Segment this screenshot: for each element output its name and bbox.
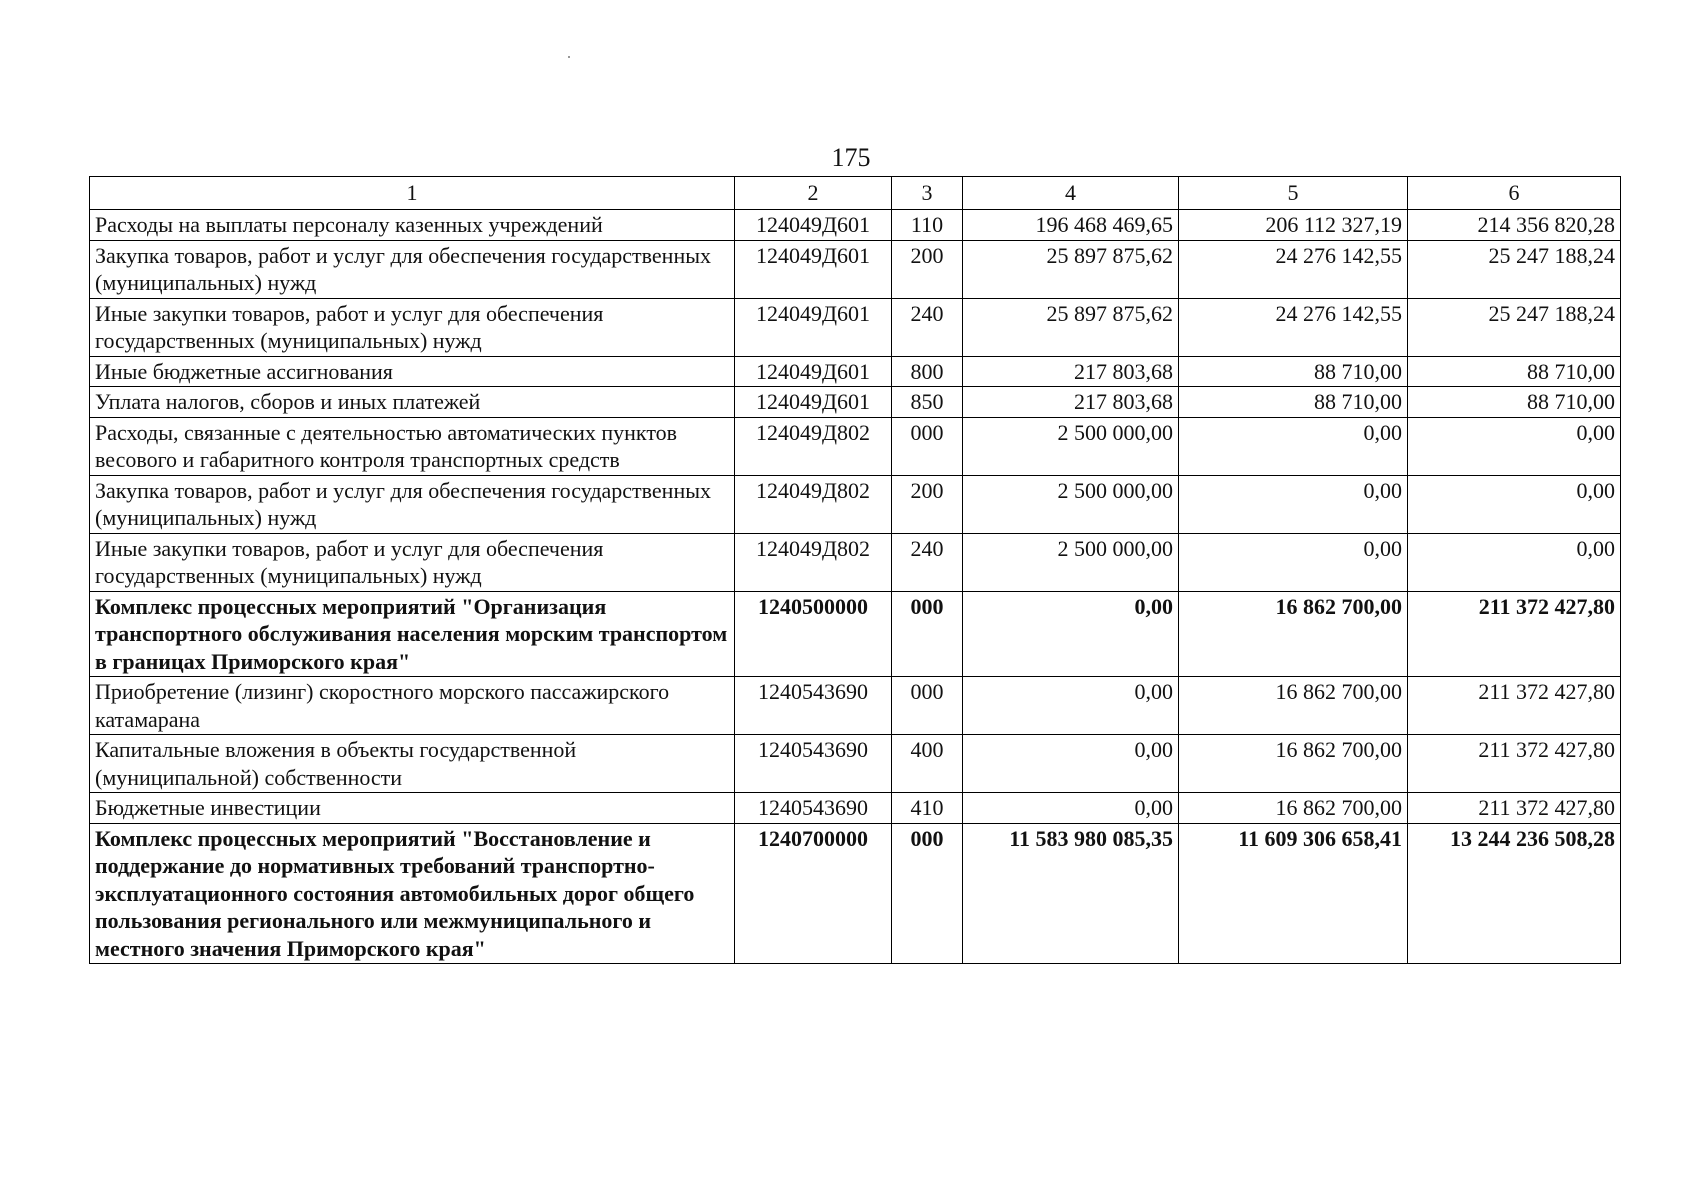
row-expense-type: 000	[892, 823, 963, 964]
row-target-code: 1240543690	[735, 793, 892, 824]
table-row	[90, 298, 1621, 356]
row-amount-col5: 24 276 142,55	[1179, 298, 1408, 356]
column-header: 2	[735, 177, 892, 210]
row-amount-col5: 0,00	[1179, 475, 1408, 533]
row-amount-col5: 16 862 700,00	[1179, 591, 1408, 677]
row-amount-col5: 11 609 306 658,41	[1179, 823, 1408, 964]
row-amount-col4: 25 897 875,62	[963, 240, 1179, 298]
row-amount-col5: 16 862 700,00	[1179, 793, 1408, 824]
row-amount-col5: 16 862 700,00	[1179, 677, 1408, 735]
row-amount-col5: 206 112 327,19	[1179, 210, 1408, 241]
row-target-code: 124049Д802	[735, 475, 892, 533]
row-amount-col4: 25 897 875,62	[963, 298, 1179, 356]
table-row	[90, 210, 1621, 241]
row-target-code: 1240543690	[735, 677, 892, 735]
column-header: 1	[90, 177, 735, 210]
row-target-code: 124049Д601	[735, 240, 892, 298]
row-amount-col6: 25 247 188,24	[1408, 298, 1621, 356]
row-amount-col6: 0,00	[1408, 417, 1621, 475]
row-target-code: 1240543690	[735, 735, 892, 793]
column-header: 3	[892, 177, 963, 210]
page-number: 175	[831, 143, 871, 172]
table-row	[90, 240, 1621, 298]
row-expense-type: 000	[892, 677, 963, 735]
row-description: Приобретение (лизинг) скоростного морского пассажирского катамарана	[90, 677, 735, 735]
row-expense-type: 000	[892, 591, 963, 677]
row-amount-col6: 211 372 427,80	[1408, 591, 1621, 677]
row-description: Расходы на выплаты персоналу казенных учреждений	[90, 210, 735, 241]
row-amount-col4: 2 500 000,00	[963, 417, 1179, 475]
row-expense-type: 110	[892, 210, 963, 241]
row-target-code: 124049Д802	[735, 417, 892, 475]
row-amount-col6: 88 710,00	[1408, 356, 1621, 387]
row-amount-col4: 2 500 000,00	[963, 533, 1179, 591]
row-target-code: 124049Д802	[735, 533, 892, 591]
table-row	[90, 475, 1621, 533]
row-target-code: 1240500000	[735, 591, 892, 677]
row-amount-col6: 25 247 188,24	[1408, 240, 1621, 298]
row-amount-col4: 0,00	[963, 793, 1179, 824]
table-row-subtotal	[90, 591, 1621, 677]
row-description: Закупка товаров, работ и услуг для обеспечения государственных (муниципальных) нужд	[90, 240, 735, 298]
row-amount-col5: 16 862 700,00	[1179, 735, 1408, 793]
row-description: Иные закупки товаров, работ и услуг для обеспечения государственных (муниципальных) нужд	[90, 533, 735, 591]
row-amount-col6: 214 356 820,28	[1408, 210, 1621, 241]
row-description: Расходы, связанные с деятельностью автоматических пунктов весового и габаритного контроля транспортных средств	[90, 417, 735, 475]
row-amount-col6: 211 372 427,80	[1408, 793, 1621, 824]
row-amount-col6: 0,00	[1408, 533, 1621, 591]
row-amount-col4: 217 803,68	[963, 356, 1179, 387]
row-amount-col5: 0,00	[1179, 533, 1408, 591]
table-row	[90, 417, 1621, 475]
row-expense-type: 800	[892, 356, 963, 387]
row-amount-col5: 88 710,00	[1179, 356, 1408, 387]
column-header: 4	[963, 177, 1179, 210]
table-row	[90, 387, 1621, 418]
row-expense-type: 850	[892, 387, 963, 418]
row-amount-col4: 11 583 980 085,35	[963, 823, 1179, 964]
row-amount-col5: 24 276 142,55	[1179, 240, 1408, 298]
row-expense-type: 410	[892, 793, 963, 824]
row-expense-type: 200	[892, 475, 963, 533]
row-description: Комплекс процессных мероприятий "Организация транспортного обслуживания населения морским транспортом в границах Приморского края"	[90, 591, 735, 677]
row-description: Иные бюджетные ассигнования	[90, 356, 735, 387]
column-header: 6	[1408, 177, 1621, 210]
row-expense-type: 240	[892, 533, 963, 591]
row-expense-type: 400	[892, 735, 963, 793]
row-target-code: 124049Д601	[735, 298, 892, 356]
row-target-code: 124049Д601	[735, 210, 892, 241]
row-amount-col6: 0,00	[1408, 475, 1621, 533]
row-description: Бюджетные инвестиции	[90, 793, 735, 824]
column-header: 5	[1179, 177, 1408, 210]
row-amount-col4: 0,00	[963, 735, 1179, 793]
row-description: Капитальные вложения в объекты государственной (муниципальной) собственности	[90, 735, 735, 793]
row-expense-type: 240	[892, 298, 963, 356]
table-row-subtotal	[90, 823, 1621, 964]
row-expense-type: 000	[892, 417, 963, 475]
budget-table	[89, 176, 1621, 964]
row-amount-col4: 2 500 000,00	[963, 475, 1179, 533]
row-target-code: 1240700000	[735, 823, 892, 964]
row-amount-col6: 211 372 427,80	[1408, 677, 1621, 735]
row-description: Закупка товаров, работ и услуг для обеспечения государственных (муниципальных) нужд	[90, 475, 735, 533]
table-row	[90, 793, 1621, 824]
row-amount-col4: 217 803,68	[963, 387, 1179, 418]
row-amount-col5: 0,00	[1179, 417, 1408, 475]
table-row	[90, 533, 1621, 591]
row-amount-col6: 13 244 236 508,28	[1408, 823, 1621, 964]
row-expense-type: 200	[892, 240, 963, 298]
row-amount-col6: 211 372 427,80	[1408, 735, 1621, 793]
row-target-code: 124049Д601	[735, 356, 892, 387]
row-amount-col4: 0,00	[963, 591, 1179, 677]
table-row	[90, 735, 1621, 793]
scan-speck	[568, 56, 570, 58]
row-amount-col4: 196 468 469,65	[963, 210, 1179, 241]
table-header-row	[90, 177, 1621, 210]
table-row	[90, 677, 1621, 735]
row-description: Уплата налогов, сборов и иных платежей	[90, 387, 735, 418]
row-target-code: 124049Д601	[735, 387, 892, 418]
row-description: Иные закупки товаров, работ и услуг для обеспечения государственных (муниципальных) нужд	[90, 298, 735, 356]
row-description: Комплекс процессных мероприятий "Восстановление и поддержание до нормативных требований транспортно-эксплуатационного состояния автомобильных дорог общего пользования регионального или межмуниципального и местного значения Приморского края"	[90, 823, 735, 964]
row-amount-col6: 88 710,00	[1408, 387, 1621, 418]
row-amount-col4: 0,00	[963, 677, 1179, 735]
row-amount-col5: 88 710,00	[1179, 387, 1408, 418]
table-row	[90, 356, 1621, 387]
